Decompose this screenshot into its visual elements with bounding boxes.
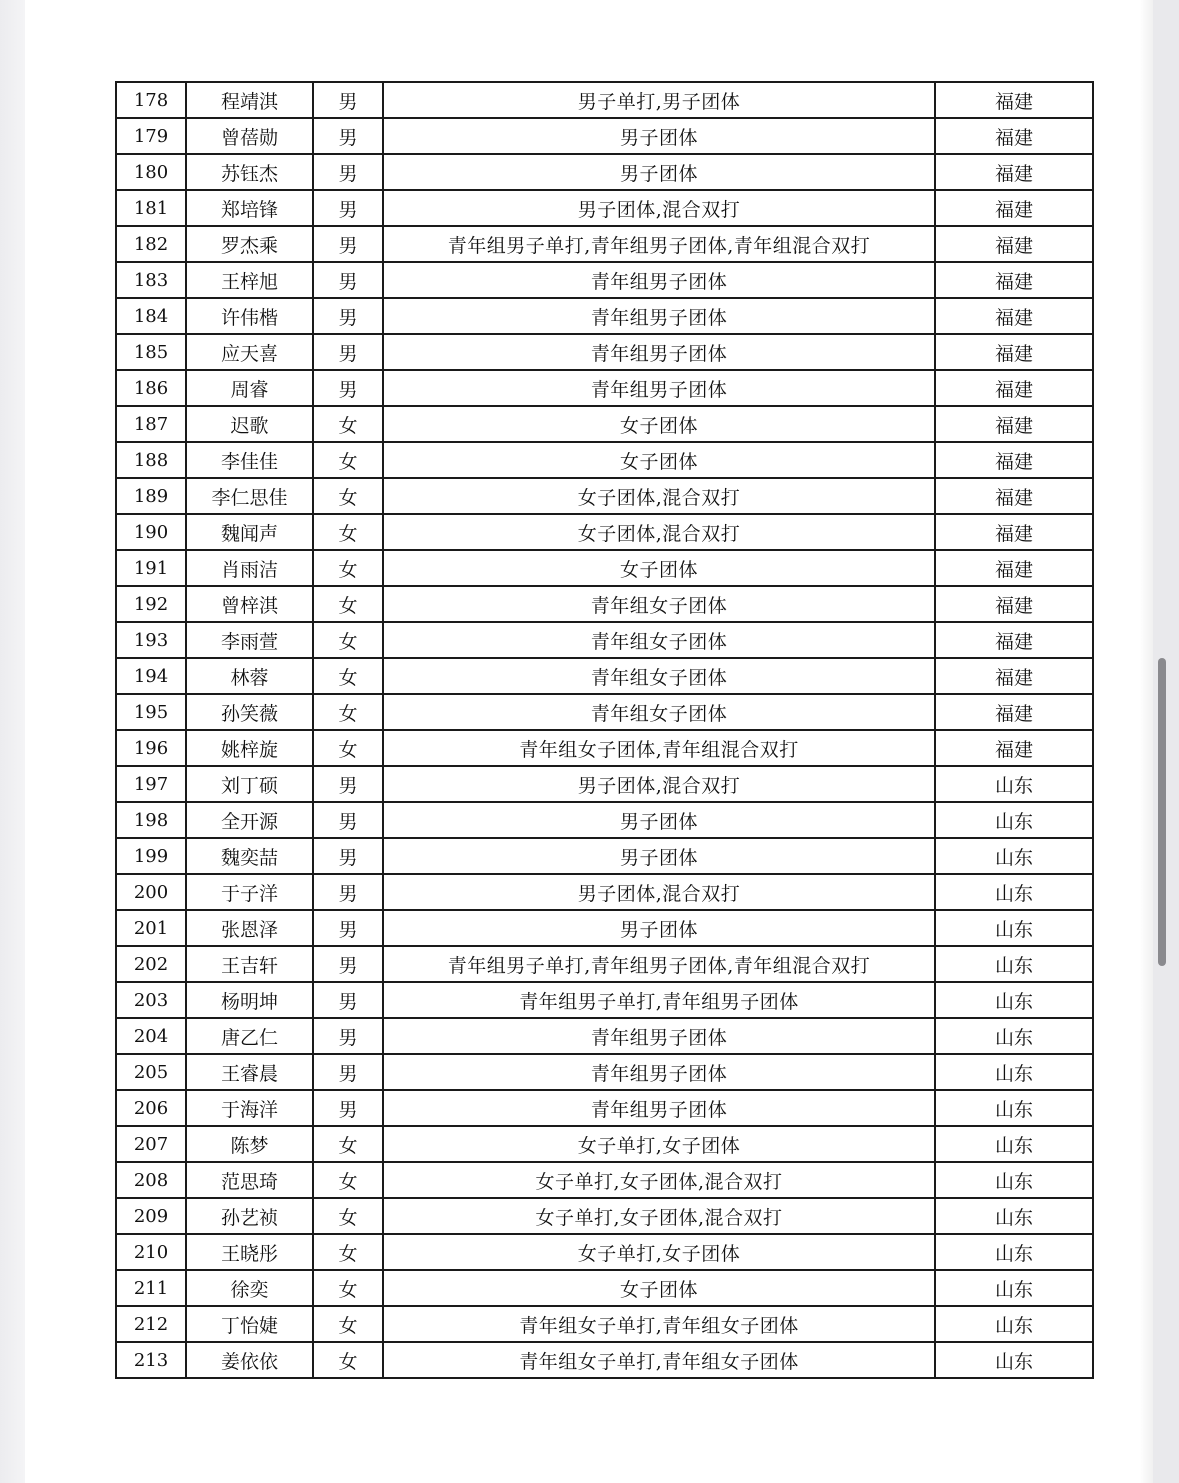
row-number-cell: 201	[116, 910, 186, 946]
row-number-cell: 209	[116, 1198, 186, 1234]
table-row	[116, 586, 1093, 622]
province-cell: 山东	[935, 946, 1093, 982]
table-row	[116, 802, 1093, 838]
athlete-name-cell: 孙艺祯	[186, 1198, 313, 1234]
province-cell: 山东	[935, 1126, 1093, 1162]
athlete-name-cell: 郑培锋	[186, 190, 313, 226]
gender-cell: 女	[313, 514, 383, 550]
athlete-name-cell: 张恩泽	[186, 910, 313, 946]
gender-cell: 男	[313, 838, 383, 874]
gender-cell: 女	[313, 694, 383, 730]
province-cell: 福建	[935, 442, 1093, 478]
events-cell: 青年组男子单打,青年组男子团体,青年组混合双打	[383, 946, 935, 982]
province-cell: 福建	[935, 622, 1093, 658]
gender-cell: 女	[313, 550, 383, 586]
events-cell: 青年组女子团体	[383, 586, 935, 622]
page-edge-shadow	[1139, 0, 1153, 1483]
row-number-cell: 202	[116, 946, 186, 982]
province-cell: 山东	[935, 838, 1093, 874]
gender-cell: 男	[313, 154, 383, 190]
table-row	[116, 766, 1093, 802]
gender-cell: 男	[313, 190, 383, 226]
athlete-name-cell: 唐乙仁	[186, 1018, 313, 1054]
events-cell: 女子团体	[383, 1270, 935, 1306]
province-cell: 山东	[935, 1018, 1093, 1054]
gender-cell: 女	[313, 1234, 383, 1270]
table-row	[116, 622, 1093, 658]
table-row	[116, 1090, 1093, 1126]
gender-cell: 女	[313, 1198, 383, 1234]
gender-cell: 男	[313, 334, 383, 370]
province-cell: 福建	[935, 730, 1093, 766]
events-cell: 女子单打,女子团体	[383, 1126, 935, 1162]
events-cell: 青年组男子单打,青年组男子团体,青年组混合双打	[383, 226, 935, 262]
scrollbar-thumb[interactable]	[1158, 658, 1166, 966]
athlete-name-cell: 王梓旭	[186, 262, 313, 298]
table-row	[116, 1018, 1093, 1054]
province-cell: 福建	[935, 694, 1093, 730]
province-cell: 福建	[935, 586, 1093, 622]
province-cell: 福建	[935, 154, 1093, 190]
events-cell: 男子团体,混合双打	[383, 190, 935, 226]
row-number-cell: 185	[116, 334, 186, 370]
athlete-name-cell: 迟歌	[186, 406, 313, 442]
row-number-cell: 197	[116, 766, 186, 802]
events-cell: 男子团体	[383, 154, 935, 190]
province-cell: 山东	[935, 1270, 1093, 1306]
athlete-name-cell: 肖雨洁	[186, 550, 313, 586]
row-number-cell: 205	[116, 1054, 186, 1090]
gender-cell: 男	[313, 946, 383, 982]
roster-table	[115, 81, 1094, 1379]
athlete-name-cell: 魏奕喆	[186, 838, 313, 874]
athlete-name-cell: 周睿	[186, 370, 313, 406]
events-cell: 青年组女子团体	[383, 694, 935, 730]
row-number-cell: 204	[116, 1018, 186, 1054]
athlete-name-cell: 应天喜	[186, 334, 313, 370]
gender-cell: 女	[313, 622, 383, 658]
table-row	[116, 550, 1093, 586]
events-cell: 青年组男子团体	[383, 370, 935, 406]
athlete-name-cell: 徐奕	[186, 1270, 313, 1306]
table-row	[116, 1054, 1093, 1090]
table-row	[116, 694, 1093, 730]
table-row	[116, 1234, 1093, 1270]
athlete-name-cell: 李雨萱	[186, 622, 313, 658]
gender-cell: 女	[313, 478, 383, 514]
events-cell: 女子单打,女子团体,混合双打	[383, 1198, 935, 1234]
row-number-cell: 199	[116, 838, 186, 874]
athlete-name-cell: 王吉轩	[186, 946, 313, 982]
events-cell: 女子团体,混合双打	[383, 478, 935, 514]
athlete-name-cell: 李仁思佳	[186, 478, 313, 514]
province-cell: 福建	[935, 334, 1093, 370]
row-number-cell: 203	[116, 982, 186, 1018]
table-row	[116, 190, 1093, 226]
province-cell: 福建	[935, 550, 1093, 586]
province-cell: 福建	[935, 370, 1093, 406]
athlete-name-cell: 姚梓旋	[186, 730, 313, 766]
athlete-name-cell: 苏钰杰	[186, 154, 313, 190]
events-cell: 青年组男子团体	[383, 1018, 935, 1054]
athlete-name-cell: 于子洋	[186, 874, 313, 910]
document-page	[25, 0, 1153, 1483]
gender-cell: 男	[313, 118, 383, 154]
athlete-name-cell: 陈梦	[186, 1126, 313, 1162]
events-cell: 青年组女子单打,青年组女子团体	[383, 1342, 935, 1378]
gender-cell: 男	[313, 766, 383, 802]
events-cell: 青年组女子团体	[383, 622, 935, 658]
row-number-cell: 210	[116, 1234, 186, 1270]
events-cell: 男子团体	[383, 802, 935, 838]
row-number-cell: 207	[116, 1126, 186, 1162]
gender-cell: 男	[313, 910, 383, 946]
row-number-cell: 206	[116, 1090, 186, 1126]
gender-cell: 女	[313, 406, 383, 442]
row-number-cell: 211	[116, 1270, 186, 1306]
table-row	[116, 406, 1093, 442]
table-row	[116, 226, 1093, 262]
table-row	[116, 262, 1093, 298]
gender-cell: 女	[313, 586, 383, 622]
events-cell: 男子团体,混合双打	[383, 874, 935, 910]
gender-cell: 男	[313, 982, 383, 1018]
table-row	[116, 1162, 1093, 1198]
row-number-cell: 187	[116, 406, 186, 442]
gender-cell: 女	[313, 442, 383, 478]
events-cell: 女子单打,女子团体,混合双打	[383, 1162, 935, 1198]
gender-cell: 男	[313, 874, 383, 910]
province-cell: 福建	[935, 298, 1093, 334]
table-row	[116, 334, 1093, 370]
events-cell: 青年组男子团体	[383, 262, 935, 298]
row-number-cell: 198	[116, 802, 186, 838]
row-number-cell: 178	[116, 82, 186, 118]
athlete-name-cell: 王晓彤	[186, 1234, 313, 1270]
table-row	[116, 442, 1093, 478]
province-cell: 福建	[935, 82, 1093, 118]
table-row	[116, 478, 1093, 514]
gender-cell: 女	[313, 1270, 383, 1306]
events-cell: 男子团体	[383, 910, 935, 946]
gender-cell: 女	[313, 1342, 383, 1378]
province-cell: 山东	[935, 1162, 1093, 1198]
province-cell: 福建	[935, 658, 1093, 694]
province-cell: 山东	[935, 1198, 1093, 1234]
table-row	[116, 730, 1093, 766]
row-number-cell: 188	[116, 442, 186, 478]
events-cell: 女子团体	[383, 442, 935, 478]
province-cell: 山东	[935, 766, 1093, 802]
province-cell: 山东	[935, 982, 1093, 1018]
row-number-cell: 190	[116, 514, 186, 550]
gender-cell: 男	[313, 1090, 383, 1126]
row-number-cell: 213	[116, 1342, 186, 1378]
table-row	[116, 658, 1093, 694]
table-row	[116, 946, 1093, 982]
table-row	[116, 982, 1093, 1018]
events-cell: 青年组男子团体	[383, 1054, 935, 1090]
row-number-cell: 192	[116, 586, 186, 622]
table-row	[116, 1306, 1093, 1342]
row-number-cell: 186	[116, 370, 186, 406]
row-number-cell: 191	[116, 550, 186, 586]
table-row	[116, 298, 1093, 334]
events-cell: 青年组女子单打,青年组女子团体	[383, 1306, 935, 1342]
athlete-name-cell: 程靖淇	[186, 82, 313, 118]
vertical-scrollbar[interactable]	[1157, 0, 1167, 1483]
events-cell: 青年组女子团体	[383, 658, 935, 694]
row-number-cell: 194	[116, 658, 186, 694]
province-cell: 山东	[935, 1054, 1093, 1090]
province-cell: 山东	[935, 874, 1093, 910]
events-cell: 女子团体,混合双打	[383, 514, 935, 550]
table-row	[116, 910, 1093, 946]
province-cell: 福建	[935, 478, 1093, 514]
athlete-name-cell: 杨明坤	[186, 982, 313, 1018]
gender-cell: 男	[313, 1054, 383, 1090]
province-cell: 山东	[935, 1234, 1093, 1270]
gender-cell: 女	[313, 1306, 383, 1342]
events-cell: 男子团体,混合双打	[383, 766, 935, 802]
table-row	[116, 82, 1093, 118]
row-number-cell: 196	[116, 730, 186, 766]
row-number-cell: 182	[116, 226, 186, 262]
athlete-name-cell: 丁怡婕	[186, 1306, 313, 1342]
table-row	[116, 838, 1093, 874]
table-row	[116, 514, 1093, 550]
row-number-cell: 195	[116, 694, 186, 730]
gender-cell: 女	[313, 658, 383, 694]
athlete-name-cell: 王睿晨	[186, 1054, 313, 1090]
table-row	[116, 874, 1093, 910]
table-row	[116, 154, 1093, 190]
gender-cell: 女	[313, 1162, 383, 1198]
province-cell: 福建	[935, 118, 1093, 154]
province-cell: 福建	[935, 262, 1093, 298]
athlete-name-cell: 魏闻声	[186, 514, 313, 550]
row-number-cell: 181	[116, 190, 186, 226]
athlete-name-cell: 罗杰乘	[186, 226, 313, 262]
gender-cell: 男	[313, 226, 383, 262]
gender-cell: 男	[313, 82, 383, 118]
gender-cell: 男	[313, 802, 383, 838]
athlete-name-cell: 许伟楷	[186, 298, 313, 334]
gender-cell: 男	[313, 1018, 383, 1054]
row-number-cell: 193	[116, 622, 186, 658]
events-cell: 青年组男子团体	[383, 334, 935, 370]
row-number-cell: 184	[116, 298, 186, 334]
athlete-name-cell: 曾梓淇	[186, 586, 313, 622]
province-cell: 山东	[935, 910, 1093, 946]
gender-cell: 女	[313, 730, 383, 766]
events-cell: 青年组男子团体	[383, 1090, 935, 1126]
events-cell: 青年组男子单打,青年组男子团体	[383, 982, 935, 1018]
province-cell: 福建	[935, 190, 1093, 226]
gender-cell: 男	[313, 262, 383, 298]
athlete-name-cell: 于海洋	[186, 1090, 313, 1126]
athlete-name-cell: 孙笑薇	[186, 694, 313, 730]
province-cell: 山东	[935, 802, 1093, 838]
events-cell: 男子单打,男子团体	[383, 82, 935, 118]
table-row	[116, 118, 1093, 154]
roster-table-body	[116, 82, 1093, 1378]
row-number-cell: 212	[116, 1306, 186, 1342]
province-cell: 山东	[935, 1342, 1093, 1378]
events-cell: 青年组男子团体	[383, 298, 935, 334]
row-number-cell: 200	[116, 874, 186, 910]
athlete-name-cell: 全开源	[186, 802, 313, 838]
gender-cell: 男	[313, 298, 383, 334]
athlete-name-cell: 曾蓓勋	[186, 118, 313, 154]
events-cell: 女子团体	[383, 406, 935, 442]
province-cell: 福建	[935, 406, 1093, 442]
athlete-name-cell: 林蓉	[186, 658, 313, 694]
row-number-cell: 183	[116, 262, 186, 298]
province-cell: 山东	[935, 1090, 1093, 1126]
athlete-name-cell: 李佳佳	[186, 442, 313, 478]
events-cell: 女子单打,女子团体	[383, 1234, 935, 1270]
gender-cell: 男	[313, 370, 383, 406]
province-cell: 山东	[935, 1306, 1093, 1342]
events-cell: 男子团体	[383, 118, 935, 154]
row-number-cell: 208	[116, 1162, 186, 1198]
province-cell: 福建	[935, 514, 1093, 550]
table-row	[116, 370, 1093, 406]
table-row	[116, 1126, 1093, 1162]
events-cell: 青年组女子团体,青年组混合双打	[383, 730, 935, 766]
athlete-name-cell: 范思琦	[186, 1162, 313, 1198]
row-number-cell: 179	[116, 118, 186, 154]
table-row	[116, 1198, 1093, 1234]
gender-cell: 女	[313, 1126, 383, 1162]
table-row	[116, 1342, 1093, 1378]
events-cell: 男子团体	[383, 838, 935, 874]
events-cell: 女子团体	[383, 550, 935, 586]
athlete-name-cell: 姜依依	[186, 1342, 313, 1378]
table-row	[116, 1270, 1093, 1306]
row-number-cell: 189	[116, 478, 186, 514]
athlete-name-cell: 刘丁硕	[186, 766, 313, 802]
row-number-cell: 180	[116, 154, 186, 190]
province-cell: 福建	[935, 226, 1093, 262]
